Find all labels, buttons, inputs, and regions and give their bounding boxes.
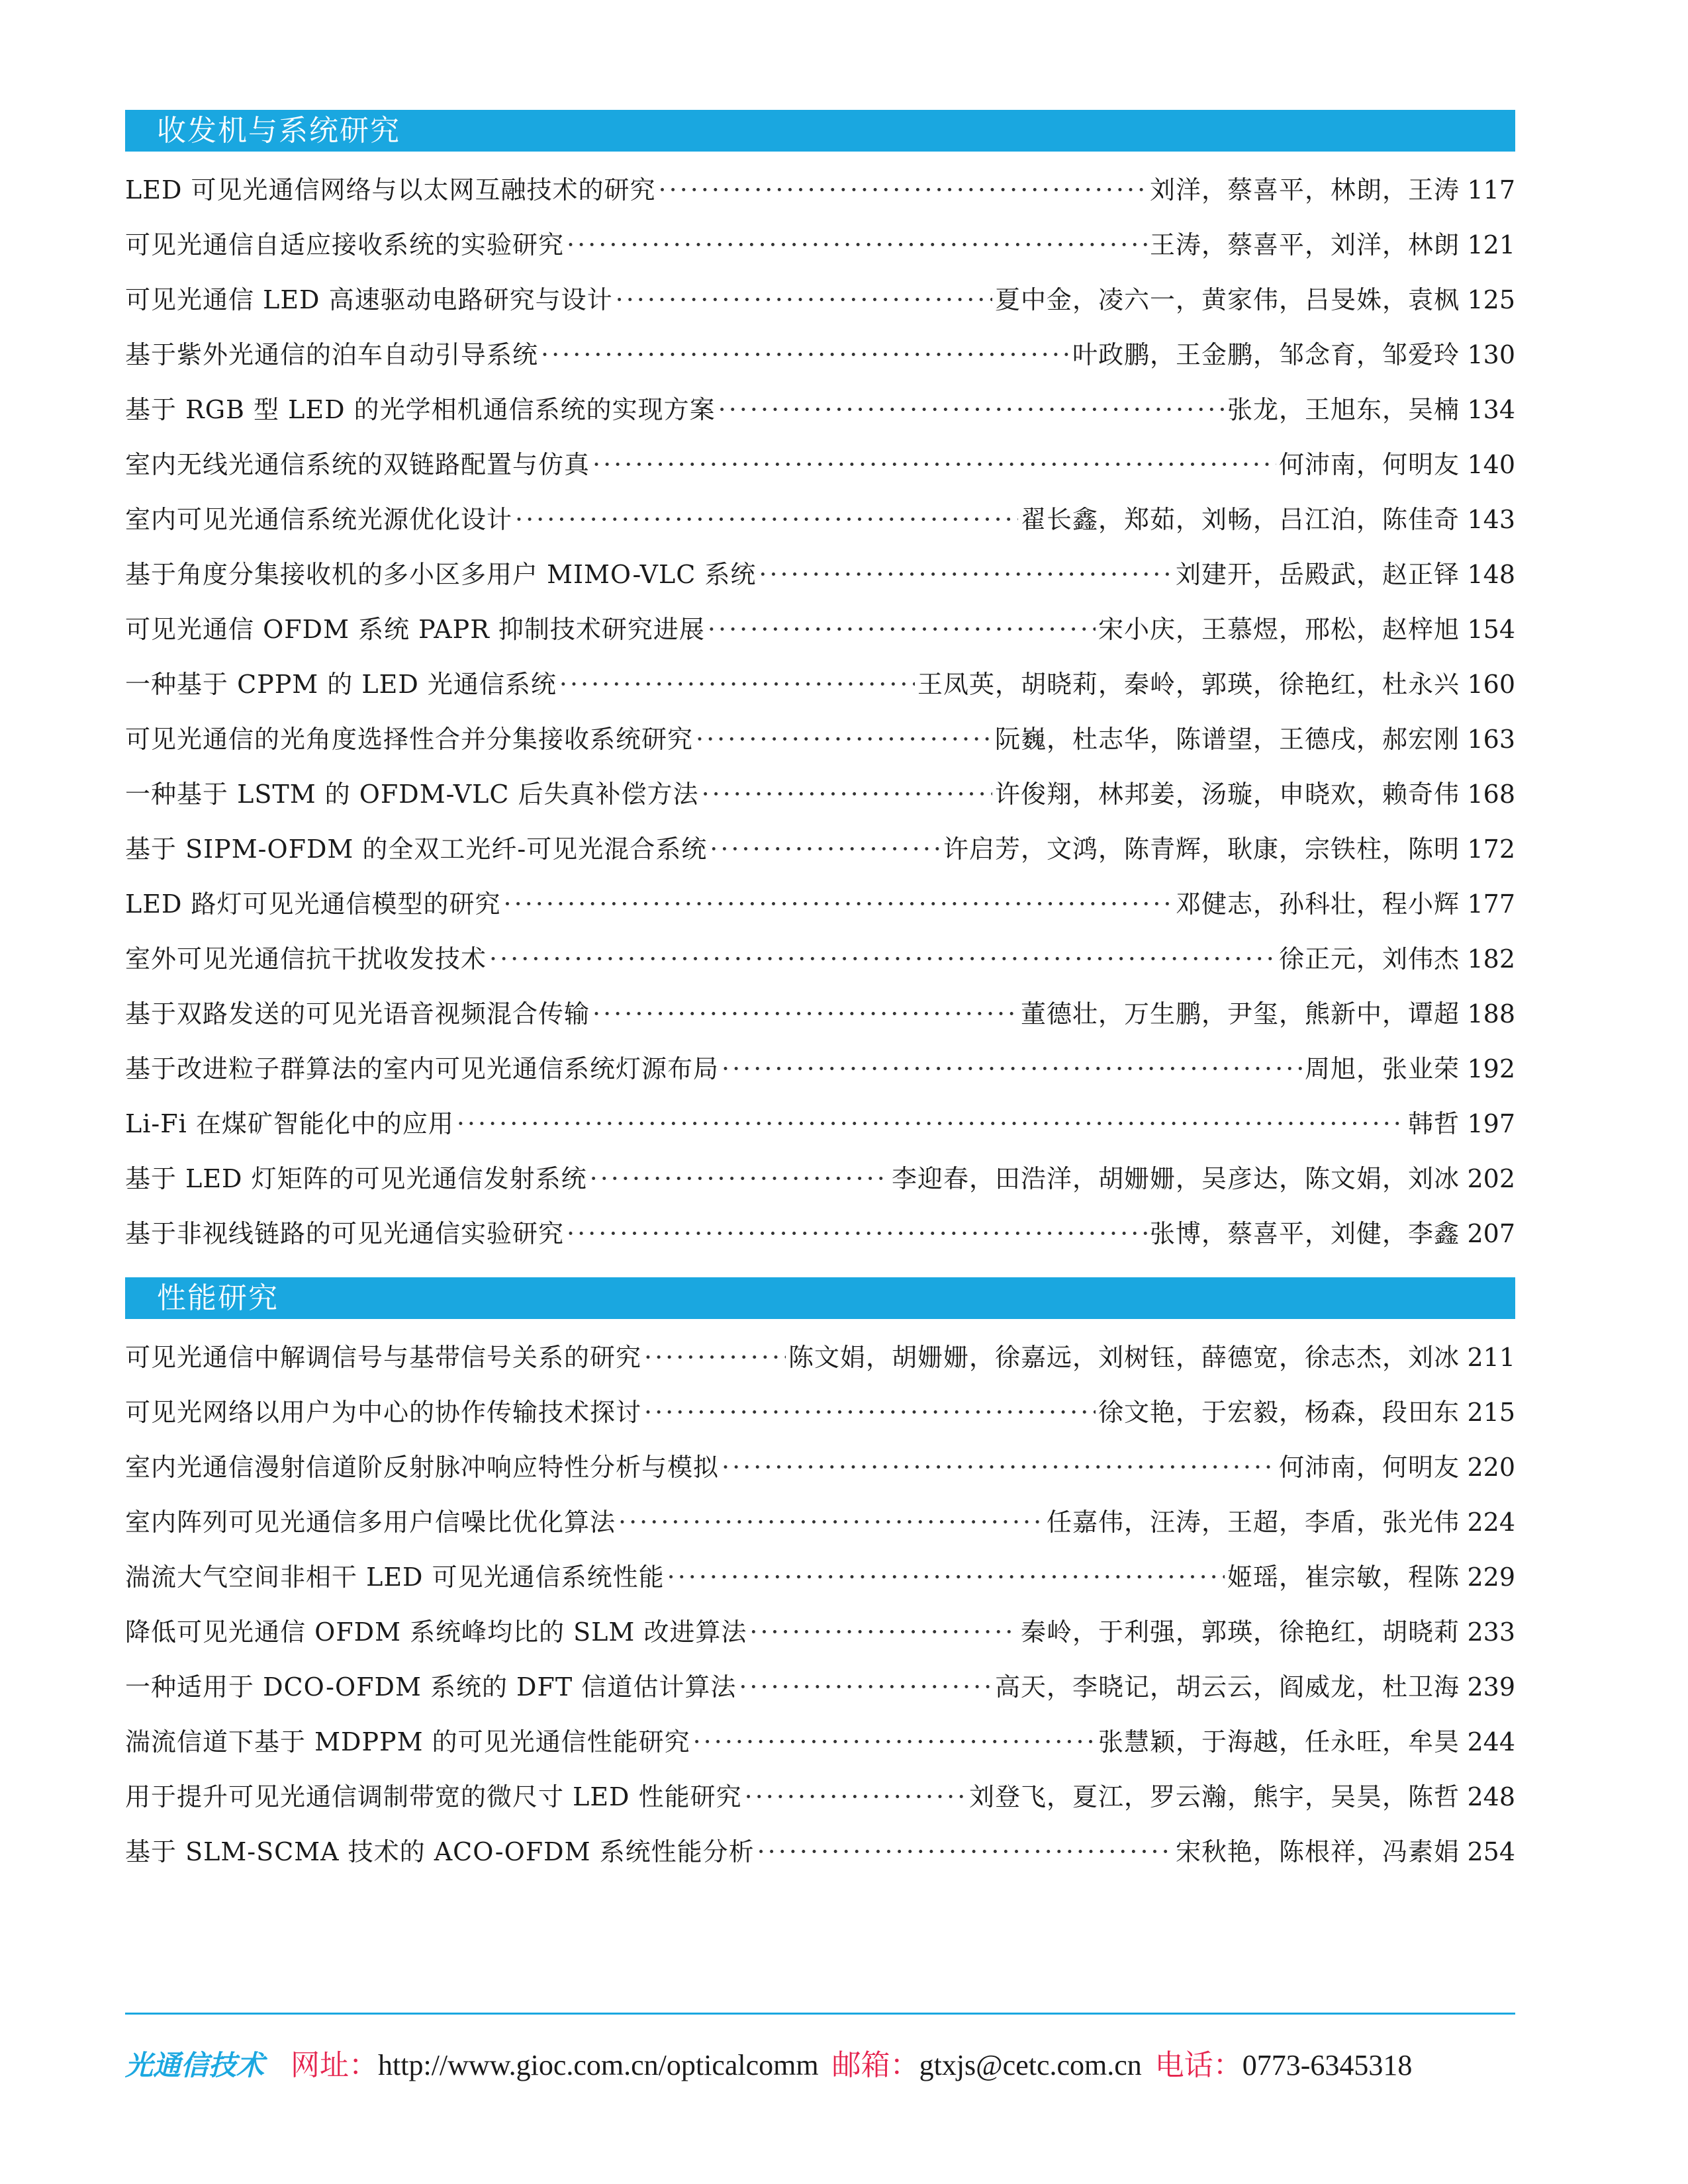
- article-title: 基于 RGB 型 LED 的光学相机通信系统的实现方案: [125, 395, 716, 424]
- article-authors: 张龙，王旭东，吴楠: [1227, 395, 1460, 424]
- page-number: 233: [1467, 1617, 1515, 1647]
- toc-list: [125, 1330, 1515, 1880]
- page-number: 172: [1467, 835, 1515, 864]
- article-authors: 高天，李晓记，胡云云，阎威龙，杜卫海: [994, 1672, 1460, 1702]
- article-authors: 刘洋，蔡喜平，林朗，王涛: [1149, 175, 1460, 205]
- article-authors: 许俊翔，林邦姜，汤璇，申晓欢，赖奇伟: [994, 780, 1460, 809]
- toc-entry[interactable]: [125, 1495, 1515, 1550]
- dot-leader: [541, 328, 1070, 383]
- article-title: 基于双路发送的可见光语音视频混合传输: [125, 999, 590, 1028]
- toc-entry[interactable]: [125, 1715, 1515, 1770]
- dot-leader: [618, 1495, 1044, 1550]
- article-title: 基于非视线链路的可见光通信实验研究: [125, 1219, 565, 1248]
- article-title: 可见光通信中解调信号与基带信号关系的研究: [125, 1343, 642, 1372]
- page-number: 254: [1467, 1837, 1515, 1866]
- article-title: 室外可见光通信抗干扰收发技术: [125, 944, 487, 974]
- article-authors: 张博，蔡喜平，刘健，李鑫: [1149, 1219, 1460, 1248]
- phone-number: 0773-6345318: [1242, 2049, 1413, 2081]
- article-title: 可见光通信的光角度选择性合并分集接收系统研究: [125, 725, 694, 754]
- dot-leader: [457, 1097, 1405, 1152]
- dot-leader: [722, 1042, 1302, 1097]
- article-authors: 许启芳，文鸿，陈青辉，耿康，宗铁柱，陈明: [943, 835, 1460, 864]
- toc-entry[interactable]: [125, 547, 1515, 602]
- toc-entry[interactable]: [125, 712, 1515, 767]
- toc-entry[interactable]: [125, 1550, 1515, 1605]
- page-number: 148: [1467, 560, 1515, 589]
- article-title: 可见光通信 OFDM 系统 PAPR 抑制技术研究进展: [125, 615, 705, 644]
- dot-leader: [592, 987, 1018, 1042]
- email-link[interactable]: gtxjs@cetc.com.cn: [919, 2049, 1142, 2081]
- journal-logo: 光通信技术: [125, 2049, 265, 2081]
- article-title: 室内光通信漫射信道阶反射脉冲响应特性分析与模拟: [125, 1453, 720, 1482]
- toc-entry[interactable]: [125, 1152, 1515, 1206]
- dot-leader: [718, 383, 1225, 437]
- dot-leader: [504, 877, 1173, 932]
- dot-leader: [644, 1330, 786, 1385]
- toc-entry[interactable]: [125, 877, 1515, 932]
- page-number: 117: [1467, 175, 1515, 205]
- toc-entry[interactable]: [125, 383, 1515, 437]
- article-authors: 夏中金，凌六一，黄家伟，吕旻姝，袁枫: [994, 285, 1460, 314]
- toc-entry[interactable]: [125, 1440, 1515, 1495]
- article-authors: 董德壮，万生鹏，尹玺，熊新中，谭超: [1020, 999, 1460, 1028]
- page-number: 215: [1467, 1398, 1515, 1427]
- article-title: 湍流信道下基于 MDPPM 的可见光通信性能研究: [125, 1727, 690, 1756]
- page-number: 220: [1467, 1453, 1515, 1482]
- toc-entry[interactable]: [125, 1660, 1515, 1715]
- dot-leader: [710, 822, 941, 877]
- toc-entry[interactable]: [125, 767, 1515, 822]
- article-authors: 王涛，蔡喜平，刘洋，林朗: [1149, 230, 1460, 259]
- page-number: 192: [1467, 1054, 1515, 1083]
- section-header: 收发机与系统研究: [125, 110, 1515, 152]
- page-number: 130: [1467, 340, 1515, 369]
- toc-entry[interactable]: [125, 437, 1515, 492]
- toc-entry[interactable]: [125, 273, 1515, 328]
- dot-leader: [696, 712, 992, 767]
- page-number: 229: [1467, 1563, 1515, 1592]
- page-number: 248: [1467, 1782, 1515, 1811]
- article-title: 一种基于 CPPM 的 LED 光通信系统: [125, 670, 557, 699]
- article-authors: 韩哲: [1407, 1109, 1460, 1138]
- toc-entry[interactable]: [125, 822, 1515, 877]
- article-authors: 叶政鹏，王金鹏，邹念育，邹爱玲: [1072, 340, 1460, 369]
- article-authors: 邓健志，孙科壮，程小辉: [1175, 889, 1460, 919]
- toc-entry[interactable]: [125, 1206, 1515, 1261]
- article-title: 可见光通信自适应接收系统的实验研究: [125, 230, 565, 259]
- page-number: 160: [1467, 670, 1515, 699]
- page-number: 154: [1467, 615, 1515, 644]
- article-authors: 李迎春，田浩洋，胡姗姗，吴彦达，陈文娟，刘冰: [891, 1164, 1460, 1193]
- toc-entry[interactable]: [125, 602, 1515, 657]
- section-transceiver-systems: [125, 110, 1515, 1261]
- article-title: 室内阵列可见光通信多用户信噪比优化算法: [125, 1508, 616, 1537]
- dot-leader: [722, 1440, 1276, 1495]
- dot-leader: [616, 273, 992, 328]
- page-number: 143: [1467, 505, 1515, 534]
- article-authors: 徐正元，刘伟杰: [1278, 944, 1460, 974]
- article-title: 基于 SIPM-OFDM 的全双工光纤-可见光混合系统: [125, 835, 708, 864]
- article-authors: 翟长鑫，郑茹，刘畅，吕江泊，陈佳奇: [1020, 505, 1460, 534]
- article-authors: 秦岭，于利强，郭瑛，徐艳红，胡晓莉: [1020, 1617, 1460, 1647]
- toc-entry[interactable]: [125, 492, 1515, 547]
- toc-entry[interactable]: [125, 1770, 1515, 1825]
- page-number: 239: [1467, 1672, 1515, 1702]
- article-authors: 姬瑶，崔宗敏，程陈: [1227, 1563, 1460, 1592]
- article-title: 室内无线光通信系统的双链路配置与仿真: [125, 450, 590, 479]
- article-title: 可见光通信 LED 高速驱动电路研究与设计: [125, 285, 613, 314]
- article-authors: 陈文娟，胡姗姗，徐嘉远，刘树钰，薛德宽，徐志杰，刘冰: [788, 1343, 1460, 1372]
- toc-entry[interactable]: [125, 1385, 1515, 1440]
- phone-label: 电话：: [1154, 2048, 1243, 2082]
- toc-entry[interactable]: [125, 1825, 1515, 1880]
- article-title: Li-Fi 在煤矿智能化中的应用: [125, 1109, 454, 1138]
- dot-leader: [567, 1206, 1147, 1261]
- dot-leader: [739, 1660, 992, 1715]
- dot-leader: [749, 1605, 1018, 1660]
- section-performance: [125, 1277, 1515, 1880]
- page-number: 188: [1467, 999, 1515, 1028]
- article-title: 用于提升可见光通信调制带宽的微尺寸 LED 性能研究: [125, 1782, 742, 1811]
- dot-leader: [515, 492, 1018, 547]
- dot-leader: [592, 437, 1276, 492]
- email-label: 邮箱：: [831, 2048, 919, 2082]
- dot-leader: [590, 1152, 889, 1206]
- article-authors: 徐文艳，于宏毅，杨森，段田东: [1098, 1398, 1460, 1427]
- dot-leader: [708, 602, 1096, 657]
- page-number: 125: [1467, 285, 1515, 314]
- page-number: 197: [1467, 1109, 1515, 1138]
- article-title: 基于改进粒子群算法的室内可见光通信系统灯源布局: [125, 1054, 720, 1083]
- dot-leader: [693, 1715, 1096, 1770]
- toc-entry[interactable]: [125, 932, 1515, 987]
- toc-entry[interactable]: [125, 1330, 1515, 1385]
- article-title: 一种基于 LSTM 的 OFDM-VLC 后失真补偿方法: [125, 780, 699, 809]
- dot-leader: [745, 1770, 966, 1825]
- article-title: 基于角度分集接收机的多小区多用户 MIMO-VLC 系统: [125, 560, 757, 589]
- toc-entry[interactable]: [125, 657, 1515, 712]
- article-title: 湍流大气空间非相干 LED 可见光通信系统性能: [125, 1563, 665, 1592]
- toc-entry[interactable]: [125, 1605, 1515, 1660]
- dot-leader: [644, 1385, 1096, 1440]
- article-authors: 王凤英，胡晓莉，秦岭，郭瑛，徐艳红，杜永兴: [917, 670, 1460, 699]
- toc-entry[interactable]: [125, 328, 1515, 383]
- dot-leader: [567, 218, 1147, 273]
- toc-entry[interactable]: [125, 163, 1515, 218]
- page-number: 211: [1467, 1343, 1515, 1372]
- dot-leader: [759, 547, 1173, 602]
- dot-leader: [559, 657, 915, 712]
- toc-entry[interactable]: [125, 1042, 1515, 1097]
- dot-leader: [702, 767, 992, 822]
- website-link[interactable]: http://www.gioc.com.cn/opticalcomm: [378, 2049, 819, 2081]
- article-title: 基于 LED 灯矩阵的可见光通信发射系统: [125, 1164, 587, 1193]
- article-title: 室内可见光通信系统光源优化设计: [125, 505, 513, 534]
- article-title: LED 可见光通信网络与以太网互融技术的研究: [125, 175, 656, 205]
- page-number: 134: [1467, 395, 1515, 424]
- page-number: 207: [1467, 1219, 1515, 1248]
- article-authors: 任嘉伟，汪涛，王超，李盾，张光伟: [1046, 1508, 1460, 1537]
- toc-entry[interactable]: [125, 218, 1515, 273]
- article-title: 一种适用于 DCO-OFDM 系统的 DFT 信道估计算法: [125, 1672, 737, 1702]
- article-authors: 张慧颖，于海越，任永旺，牟昊: [1098, 1727, 1460, 1756]
- page-number: 168: [1467, 780, 1515, 809]
- website-label: 网址：: [291, 2048, 379, 2082]
- page-number: 182: [1467, 944, 1515, 974]
- page-number: 140: [1467, 450, 1515, 479]
- dot-leader: [489, 932, 1276, 987]
- dot-leader: [659, 163, 1147, 218]
- page-number: 177: [1467, 889, 1515, 919]
- page-number: 224: [1467, 1508, 1515, 1537]
- article-title: LED 路灯可见光通信模型的研究: [125, 889, 501, 919]
- page-number: 244: [1467, 1727, 1515, 1756]
- article-authors: 何沛南，何明友: [1278, 1453, 1460, 1482]
- page-number: 202: [1467, 1164, 1515, 1193]
- footer: [125, 2041, 1548, 2083]
- page-number: 121: [1467, 230, 1515, 259]
- toc-entry[interactable]: [125, 987, 1515, 1042]
- article-title: 基于紫外光通信的泊车自动引导系统: [125, 340, 539, 369]
- toc-entry[interactable]: [125, 1097, 1515, 1152]
- article-authors: 阮巍，杜志华，陈谱望，王德戌，郝宏刚: [994, 725, 1460, 754]
- article-authors: 宋秋艳，陈根祥，冯素娟: [1175, 1837, 1460, 1866]
- article-authors: 刘建开，岳殿武，赵正铎: [1175, 560, 1460, 589]
- toc-list: [125, 163, 1515, 1261]
- page-number: 163: [1467, 725, 1515, 754]
- article-title: 可见光网络以用户为中心的协作传输技术探讨: [125, 1398, 642, 1427]
- footer-divider: [125, 2013, 1515, 2015]
- article-title: 降低可见光通信 OFDM 系统峰均比的 SLM 改进算法: [125, 1617, 747, 1647]
- article-authors: 周旭，张业荣: [1304, 1054, 1460, 1083]
- dot-leader: [757, 1825, 1173, 1880]
- article-title: 基于 SLM-SCMA 技术的 ACO-OFDM 系统性能分析: [125, 1837, 755, 1866]
- article-authors: 宋小庆，王慕煜，邢松，赵梓旭: [1098, 615, 1460, 644]
- article-authors: 刘登飞，夏江，罗云瀚，熊宇，吴昊，陈哲: [968, 1782, 1460, 1811]
- dot-leader: [667, 1550, 1225, 1605]
- article-authors: 何沛南，何明友: [1278, 450, 1460, 479]
- section-header: 性能研究: [125, 1277, 1515, 1319]
